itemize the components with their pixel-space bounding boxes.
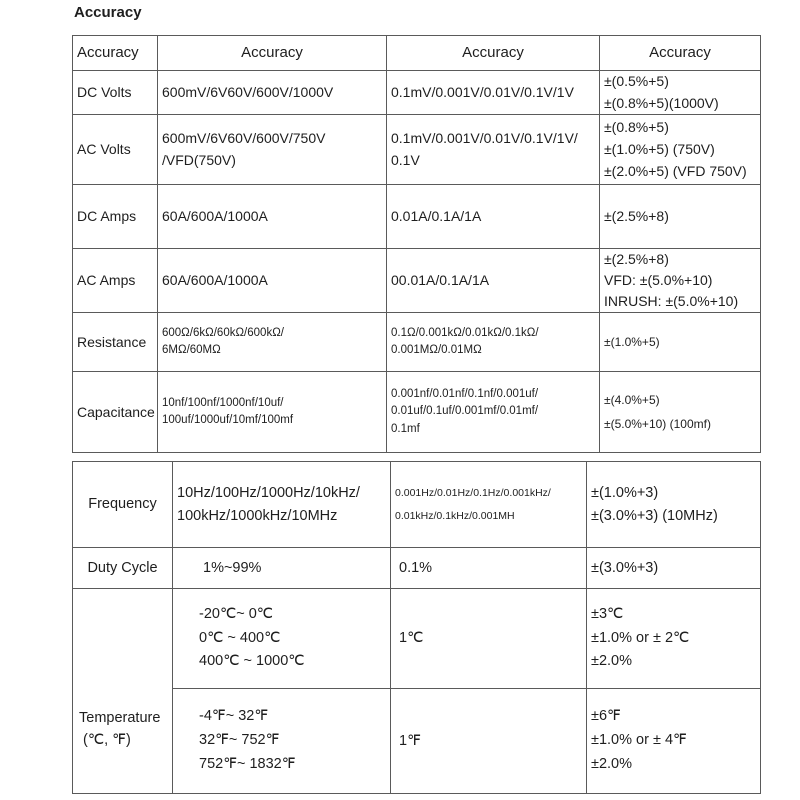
accuracy-line: VFD: ±(5.0%+10)	[604, 272, 713, 289]
resolution-cell	[387, 185, 600, 249]
range-line: 0℃ ~ 400℃	[199, 629, 281, 646]
range-line: -20℃~ 0℃	[199, 605, 274, 622]
range-cell	[158, 313, 387, 372]
table-row	[73, 589, 761, 689]
resolution-cell	[387, 249, 600, 313]
accuracy-cell	[600, 313, 761, 372]
table-row	[73, 313, 761, 372]
resolution-line: 0.001Hz/0.01Hz/0.1Hz/0.001kHz/	[395, 487, 551, 500]
accuracy-cell	[587, 462, 761, 548]
header-cell: Accuracy	[73, 36, 158, 71]
unit-label: (℃, ℉)	[83, 732, 131, 748]
range-line: /VFD(750V)	[162, 151, 236, 168]
accuracy-line: ±3℃	[591, 605, 624, 622]
range-line: 100uf/1000uf/10mf/100mf	[162, 414, 294, 427]
resolution-cell	[387, 372, 600, 453]
header-row	[73, 36, 761, 71]
table-row	[73, 689, 761, 794]
accuracy-line: ±6℉	[591, 708, 621, 725]
accuracy-cell	[587, 589, 761, 689]
range-cell	[173, 462, 391, 548]
resolution-line: 0.01A/0.1A/1A	[391, 208, 482, 225]
resolution-cell: 0.1%	[391, 548, 587, 589]
range-line: 752℉~ 1832℉	[199, 755, 296, 772]
table-row	[73, 115, 761, 185]
accuracy-line: ±(2.5%+8)	[604, 208, 669, 225]
accuracy-line: ±(1.0%+5)	[604, 335, 660, 350]
accuracy-line: ±1.0% or ± 2℃	[591, 629, 690, 646]
accuracy-line: ±(1.0%+5) (750V)	[604, 141, 715, 158]
resolution-line: 0.1mf	[391, 423, 420, 436]
table-row	[73, 372, 761, 453]
accuracy-cell	[600, 71, 761, 115]
resolution-cell	[387, 71, 600, 115]
accuracy-line: ±(1.0%+3)	[591, 485, 659, 502]
row-label: AC Amps	[73, 249, 158, 313]
resolution-cell	[387, 115, 600, 185]
accuracy-line: ±(5.0%+10) (100mf)	[604, 417, 711, 432]
range-line: 6MΩ/60MΩ	[162, 344, 221, 357]
range-line: -4℉~ 32℉	[199, 708, 269, 725]
accuracy-line: ±(2.5%+8)	[604, 251, 669, 268]
row-label: Capacitance	[73, 372, 158, 453]
section-title: Accuracy	[74, 4, 142, 21]
accuracy-table-1	[72, 35, 761, 453]
resolution-line: 0.001MΩ/0.01MΩ	[391, 344, 482, 357]
resolution-line: 0.1Ω/0.001kΩ/0.01kΩ/0.1kΩ/	[391, 326, 539, 339]
range-cell: 1%~99%	[173, 548, 391, 589]
resolution-cell: 1℃	[391, 589, 587, 689]
table-row	[73, 462, 761, 548]
range-line: 10nf/100nf/1000nf/10uf/	[162, 396, 284, 409]
row-label-cell	[73, 589, 173, 794]
accuracy-line: INRUSH: ±(5.0%+10)	[604, 293, 739, 310]
header-cell: Accuracy	[387, 36, 600, 71]
range-line: 400℃ ~ 1000℃	[199, 653, 305, 670]
range-cell	[158, 372, 387, 453]
row-label: Resistance	[73, 313, 158, 372]
accuracy-cell: ±(3.0%+3)	[587, 548, 761, 589]
header-cell: Accuracy	[158, 36, 387, 71]
accuracy-line: ±2.0%	[591, 653, 633, 670]
accuracy-line: ±(0.8%+5)(1000V)	[604, 94, 719, 111]
row-label: AC Volts	[73, 115, 158, 185]
range-cell	[173, 689, 391, 794]
range-cell	[173, 589, 391, 689]
resolution-cell: 1℉	[391, 689, 587, 794]
range-cell	[158, 249, 387, 313]
table-row	[73, 71, 761, 115]
resolution-cell	[391, 462, 587, 548]
range-line: 32℉~ 752℉	[199, 732, 280, 749]
accuracy-line: ±(0.5%+5)	[604, 73, 669, 89]
accuracy-line: ±(3.0%+3) (10MHz)	[591, 507, 718, 524]
resolution-line: 0.01kHz/0.1kHz/0.001MH	[395, 509, 515, 522]
range-cell	[158, 185, 387, 249]
table-row	[73, 249, 761, 313]
row-label: Temperature	[79, 709, 161, 726]
row-label: Frequency	[73, 462, 173, 548]
resolution-line: 00.01A/0.1A/1A	[391, 272, 490, 289]
resolution-line: 0.01uf/0.1uf/0.001mf/0.01mf/	[391, 405, 539, 418]
resolution-line: 0.001nf/0.01nf/0.1nf/0.001uf/	[391, 387, 539, 400]
resolution-line: 0.1mV/0.001V/0.01V/0.1V/1V	[391, 83, 574, 100]
range-cell	[158, 115, 387, 185]
table-row	[73, 185, 761, 249]
range-line: 10Hz/100Hz/1000Hz/10kHz/	[177, 485, 360, 502]
accuracy-line: ±(0.8%+5)	[604, 119, 669, 136]
row-label: DC Volts	[73, 71, 158, 115]
resolution-line: 0.1V	[391, 151, 420, 168]
accuracy-cell	[587, 689, 761, 794]
table-row	[73, 548, 761, 589]
row-label: DC Amps	[73, 185, 158, 249]
accuracy-line: ±(2.0%+5) (VFD 750V)	[604, 162, 747, 179]
accuracy-line: ±(4.0%+5)	[604, 393, 660, 408]
header-cell: Accuracy	[600, 36, 761, 71]
range-line: 60A/600A/1000A	[162, 208, 268, 225]
resolution-cell	[387, 313, 600, 372]
accuracy-cell	[600, 372, 761, 453]
accuracy-line: ±1.0% or ± 4℉	[591, 732, 687, 749]
resolution-line: 0.1mV/0.001V/0.01V/0.1V/1V/	[391, 130, 578, 147]
accuracy-cell	[600, 115, 761, 185]
accuracy-line: ±2.0%	[591, 755, 633, 772]
range-line: 600Ω/6kΩ/60kΩ/600kΩ/	[162, 326, 284, 339]
row-label: Duty Cycle	[73, 548, 173, 589]
range-line: 100kHz/1000kHz/10MHz	[177, 507, 338, 524]
range-line: 60A/600A/1000A	[162, 272, 268, 289]
range-cell	[158, 71, 387, 115]
accuracy-cell	[600, 249, 761, 313]
range-line: 600mV/6V60V/600V/1000V	[162, 83, 334, 100]
accuracy-cell	[600, 185, 761, 249]
range-line: 600mV/6V60V/600V/750V	[162, 130, 326, 147]
accuracy-table-2	[72, 461, 761, 794]
